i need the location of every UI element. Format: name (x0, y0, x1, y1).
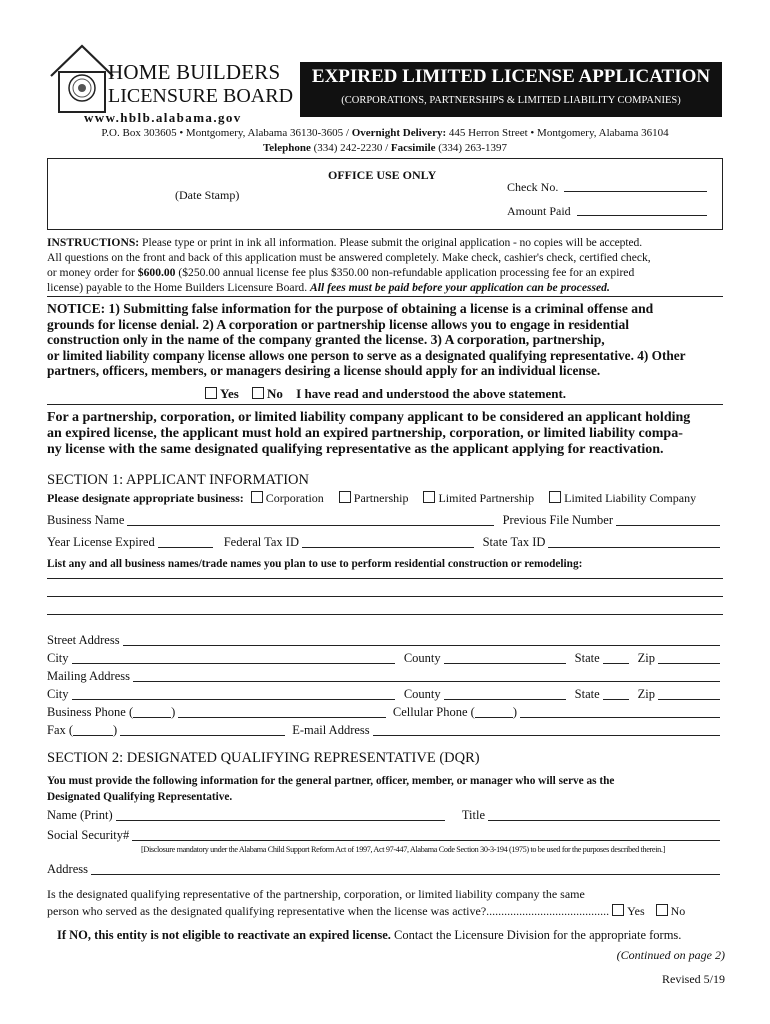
page-subtitle: (CORPORATIONS, PARTNERSHIPS & LIMITED LIABILITY COMPANIES) (341, 95, 681, 106)
zip-input[interactable] (658, 652, 720, 664)
county-label: County (403, 651, 441, 665)
check-no-field[interactable] (507, 180, 707, 195)
city-row-2 (47, 687, 723, 702)
telephone-label: Telephone (262, 142, 311, 154)
type-llc-checkbox[interactable] (549, 491, 561, 503)
same-dqr-question-text: person who served as the designated qualifying representative when the license was active?......................................... (47, 904, 610, 918)
continued-note: (Continued on page 2) (616, 948, 725, 962)
section2-desc-line1: You must provide the following information for the general partner, officer, member, or manager who will serve as the (47, 775, 615, 787)
same-dqr-no-label: No (670, 904, 686, 918)
org-name-line2: LICENSURE BOARD (108, 85, 294, 107)
dqr-address-label: Address (47, 862, 88, 876)
type-corporation-checkbox[interactable] (251, 491, 263, 503)
type-corporation-label: Corporation (265, 491, 324, 505)
city-label: City (47, 651, 69, 665)
trade-names-input-2[interactable] (47, 596, 723, 597)
business-type-row (47, 491, 696, 506)
telephone-value: (334) 242-2230 / (313, 142, 389, 154)
street-address-row (47, 633, 723, 648)
dqr-ssn-label: Social Security# (47, 828, 130, 842)
divider (47, 404, 723, 405)
ack-yes-checkbox[interactable] (205, 387, 217, 399)
check-no-label: Check No. (507, 180, 559, 194)
email-label: E-mail Address (292, 723, 370, 737)
disclosure-note: [Disclosure mandatory under the Alabama Child Support Reform Act of 1997, Act 97-447, Alabama Code Section 30-3-194 (1975) to be used for the purposes described therein.] (141, 845, 665, 854)
mailing-address-row (47, 669, 723, 684)
type-llc-label: Limited Liability Company (564, 491, 697, 505)
dqr-address-input[interactable] (91, 863, 720, 875)
instructions-line1 (47, 235, 727, 250)
divider (47, 296, 723, 297)
section2-description (47, 773, 614, 805)
overnight-address: 445 Herron Street • Montgomery, Alabama 36104 (448, 127, 669, 139)
intro-line3: ny license with the same designated qualifying representative as the applicant applying for reactivation. (47, 442, 664, 457)
mailing-address-input[interactable] (133, 670, 720, 682)
notice-line5: partners, officers, members, or managers desiring a license should apply for an individual license. (47, 363, 601, 378)
trade-names-input-1[interactable] (47, 578, 723, 579)
fax-input[interactable] (120, 724, 285, 736)
ack-statement: I have read and understood the above statement. (296, 386, 567, 401)
dqr-title-input[interactable] (488, 809, 720, 821)
mailing-zip-input[interactable] (658, 688, 720, 700)
previous-file-input[interactable] (616, 514, 720, 526)
office-use-title: OFFICE USE ONLY (328, 168, 437, 182)
business-phone-area[interactable] (133, 706, 171, 718)
designate-label: Please designate appropriate business: (47, 491, 244, 505)
instructions-text4a: license) payable to the Home Builders Licensure Board. (47, 281, 308, 294)
instructions-block (47, 235, 727, 295)
phone-line (0, 142, 770, 154)
type-limited-partnership-checkbox[interactable] (423, 491, 435, 503)
section1-title: SECTION 1: APPLICANT INFORMATION (47, 472, 309, 488)
year-expired-label: Year License Expired (47, 535, 155, 549)
notice-line3: construction only in the name of the company granted the license. 3) A corporation, partnership, (47, 332, 605, 347)
same-dqr-yes-label: Yes (627, 904, 645, 918)
same-dqr-question-line1: Is the designated qualifying representative of the partnership, corporation, or limited liability company the same (47, 887, 585, 901)
intro-line2: an expired license, the applicant must hold an expired partnership, corporation, or limited liability compa- (47, 426, 683, 441)
mailing-address-label: Mailing Address (47, 669, 130, 683)
type-partnership-label: Partnership (353, 491, 409, 505)
trade-names-input-3[interactable] (47, 614, 723, 615)
state-input[interactable] (603, 652, 629, 664)
same-dqr-question-line2 (47, 903, 727, 920)
city-input[interactable] (72, 652, 395, 664)
fee-amount: $600.00 (137, 266, 176, 279)
instructions-text1b: Please submit the original application - no copies will be accepted. (339, 236, 643, 249)
mailing-zip-label: Zip (637, 687, 655, 701)
date-stamp-label: (Date Stamp) (175, 188, 240, 202)
federal-tax-input[interactable] (302, 536, 474, 548)
street-address-input[interactable] (123, 634, 720, 646)
notice-line1: NOTICE: 1) Submitting false information for the purpose of obtaining a license is a criminal offense and (47, 301, 654, 316)
revision-date: Revised 5/19 (662, 972, 725, 986)
acknowledgement-row (205, 386, 566, 402)
notice-line4: or limited liability company license allows one person to serve as a designated qualifying representative. 4) Other (47, 347, 686, 363)
same-dqr-question (47, 886, 727, 920)
state-tax-label: State Tax ID (482, 535, 546, 549)
state-tax-input[interactable] (548, 536, 720, 548)
trade-names-label: List any and all business names/trade names you plan to use to perform residential construction or remodeling: (47, 558, 583, 570)
page-title: EXPIRED LIMITED LICENSE APPLICATION (311, 66, 711, 87)
if-no-bold: If NO, this entity is not eligible to reactivate an expired license. (57, 928, 391, 942)
if-no-note (57, 928, 681, 943)
cellular-phone-input[interactable] (520, 706, 720, 718)
county-input[interactable] (444, 652, 566, 664)
instructions-text4b: All fees must be paid before your application can be processed. (310, 281, 610, 294)
mailing-city-input[interactable] (72, 688, 395, 700)
eligibility-intro (47, 410, 727, 458)
section2-desc-line2: Designated Qualifying Representative. (47, 791, 233, 803)
instructions-text1: Please type or print in ink all information. (142, 236, 337, 249)
website-link[interactable]: www.hblb.alabama.gov (84, 110, 242, 125)
instructions-text3b: ($250.00 annual license fee plus $350.00 non-refundable application processing fee for an expired (178, 266, 635, 279)
overnight-label: Overnight Delivery: (351, 127, 447, 139)
fax-value: (334) 263-1397 (438, 142, 508, 154)
year-expired-input[interactable] (158, 536, 213, 548)
instructions-line3 (47, 265, 727, 280)
if-no-rest: Contact the Licensure Division for the appropriate forms. (394, 928, 682, 942)
dqr-name-row (47, 808, 723, 823)
mailing-county-input[interactable] (444, 688, 566, 700)
dqr-ssn-input[interactable] (132, 829, 720, 841)
previous-file-label: Previous File Number (502, 513, 613, 527)
business-phone-input[interactable] (178, 706, 386, 718)
street-address-label: Street Address (47, 633, 120, 647)
fax-email-row: Fax ( ) E-mail Address (47, 723, 723, 738)
ack-no-label: No (267, 386, 283, 401)
fax-area[interactable] (73, 724, 113, 736)
dqr-title-label: Title (461, 808, 485, 822)
email-input[interactable] (373, 724, 720, 736)
city-row-1 (47, 651, 723, 666)
license-tax-row (47, 535, 723, 550)
phone-row: Business Phone ( ) Cellular Phone ( ) (47, 705, 723, 720)
amount-paid-label: Amount Paid (507, 204, 571, 218)
amount-paid-field[interactable] (507, 204, 707, 219)
cellular-phone-label: Cellular Phone ( (392, 705, 475, 719)
dqr-name-input[interactable] (116, 809, 445, 821)
type-limited-partnership-label: Limited Partnership (438, 491, 535, 505)
cellular-phone-area[interactable] (475, 706, 513, 718)
notice-block (47, 301, 727, 379)
ack-yes-label: Yes (220, 386, 239, 401)
mailing-state-input[interactable] (603, 688, 629, 700)
fax-label: Facsimile (390, 142, 436, 154)
zip-label: Zip (637, 651, 655, 665)
instructions-label: INSTRUCTIONS: (47, 236, 140, 249)
same-dqr-yes-checkbox[interactable] (612, 904, 624, 916)
type-partnership-checkbox[interactable] (339, 491, 351, 503)
instructions-line2: All questions on the front and back of this application must be answered completely. Make check, cashier's check, certified check, (47, 251, 651, 264)
fax-field-label: Fax ( (47, 723, 74, 737)
intro-line1: For a partnership, corporation, or limited liability company applicant to be considered an applicant holding (47, 410, 691, 425)
mailing-county-label: County (403, 687, 441, 701)
po-box: P.O. Box 303605 • Montgomery, Alabama 36130-3605 / (101, 127, 349, 139)
mailing-city-label: City (47, 687, 69, 701)
mailing-state-label: State (574, 687, 600, 701)
dqr-address-row (47, 862, 723, 877)
instructions-text3a: or money order for (47, 266, 135, 279)
instructions-line4 (47, 280, 727, 295)
same-dqr-no-checkbox[interactable] (656, 904, 668, 916)
federal-tax-label: Federal Tax ID (223, 535, 299, 549)
business-name-input[interactable] (127, 514, 493, 526)
business-name-label: Business Name (47, 513, 125, 527)
state-label: State (574, 651, 600, 665)
hblb-logo (47, 42, 117, 114)
business-phone-label: Business Phone ( (47, 705, 134, 719)
org-name-line1: HOME BUILDERS (108, 60, 281, 84)
notice-line2: grounds for license denial. 2) A corporation or partnership license allows you to engage in residential (47, 316, 630, 332)
mailing-address-line (0, 127, 770, 139)
ack-no-checkbox[interactable] (252, 387, 264, 399)
business-name-row (47, 513, 723, 528)
section2-title: SECTION 2: DESIGNATED QUALIFYING REPRESENTATIVE (DQR) (47, 750, 480, 766)
dqr-ssn-row (47, 828, 723, 843)
dqr-name-label: Name (Print) (47, 808, 113, 822)
